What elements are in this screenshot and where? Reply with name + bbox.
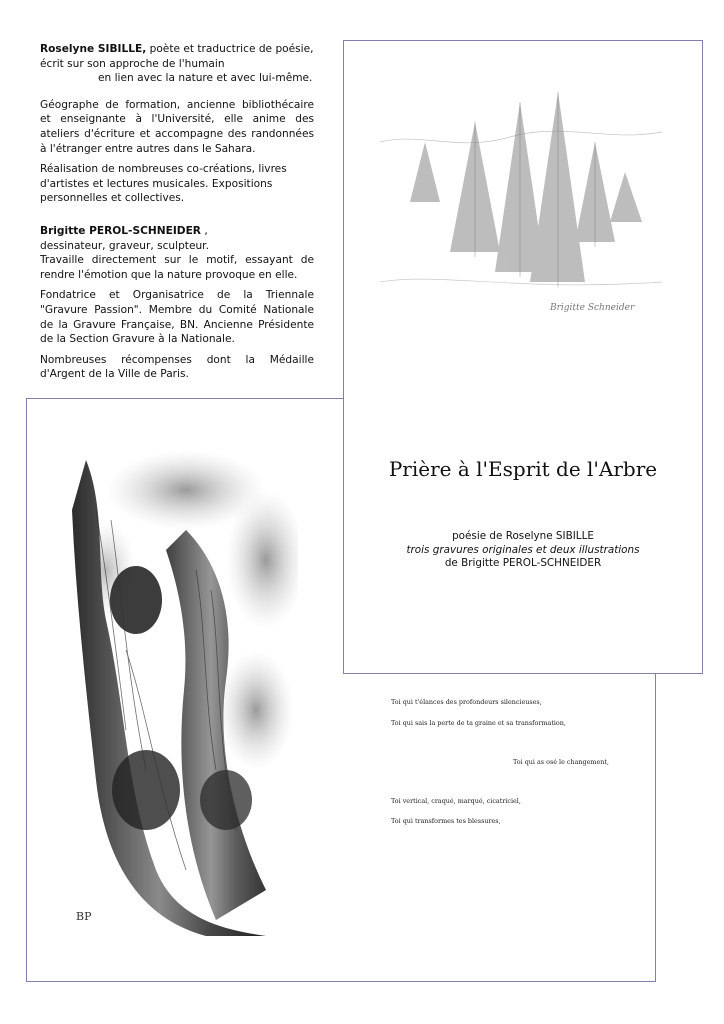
roselyne-works: Réalisation de nombreuses co-créations, livres d'artistes et lectures musicales. Expositions personnelles et collectives.: [40, 163, 287, 205]
engraving-monogram: BP: [76, 910, 92, 923]
forest-sketch-image: [380, 82, 662, 322]
roselyne-training: Géographe de formation, ancienne bibliothécaire et enseignante à l'Université, elle anime des ateliers d'écriture et accompagne des randonnées à l'étranger entre autres dans le Sahara.: [40, 98, 314, 155]
brigitte-awards: Nombreuses récompenses dont la Médaille d'Argent de la Ville de Paris.: [40, 353, 314, 381]
poem-line: Toi qui as osé le changement,: [513, 758, 609, 766]
book-credits: [343, 530, 703, 571]
tree-engraving-image: [66, 450, 298, 938]
credit-line-poetry: poésie de Roselyne SIBILLE: [452, 530, 594, 542]
poem-line: Toi qui sais la perte de ta graine et sa transformation,: [391, 719, 566, 727]
book-title: Prière à l'Esprit de l'Arbre: [388, 457, 658, 481]
brigitte-approach: Travaille directement sur le motif, essayant de rendre l'émotion que la nature provoque en elle.: [40, 254, 314, 281]
credit-line-engravings: trois gravures originales et deux illustrations: [406, 543, 640, 556]
poem-line: Toi qui transformes tes blessures,: [391, 817, 501, 825]
brigitte-name: Brigitte PEROL-SCHNEIDER: [40, 224, 201, 237]
brigitte-intro: [40, 224, 314, 239]
credit-line-artist: de Brigitte PEROL-SCHNEIDER: [444, 557, 602, 570]
roselyne-approach: écrit sur son approche de l'humain: [40, 57, 225, 70]
roselyne-approach-cont: en lien avec la nature et avec lui-même.: [98, 72, 313, 85]
brigitte-name-comma: ,: [200, 224, 208, 237]
poem-line: Toi vertical, craqué, marqué, cicatriciel,: [391, 797, 521, 805]
brigitte-founder: Fondatrice et Organisatrice de la Triennale "Gravure Passion". Membre du Comité Nationale de la Gravure Française, BN. Ancienne Présidente de la Section Gravure à la Nationale.: [40, 289, 314, 346]
poem-line: Toi qui t'élances des profondeurs silencieuses,: [391, 698, 542, 706]
roselyne-role: poète et traductrice de poésie,: [146, 43, 314, 55]
sketch-signature: Brigitte Schneider: [550, 303, 635, 313]
roselyne-intro: [40, 42, 314, 86]
brigitte-roles: dessinateur, graveur, sculpteur.: [40, 239, 209, 252]
biography-column: [40, 42, 314, 388]
roselyne-name: Roselyne SIBILLE,: [40, 43, 147, 55]
